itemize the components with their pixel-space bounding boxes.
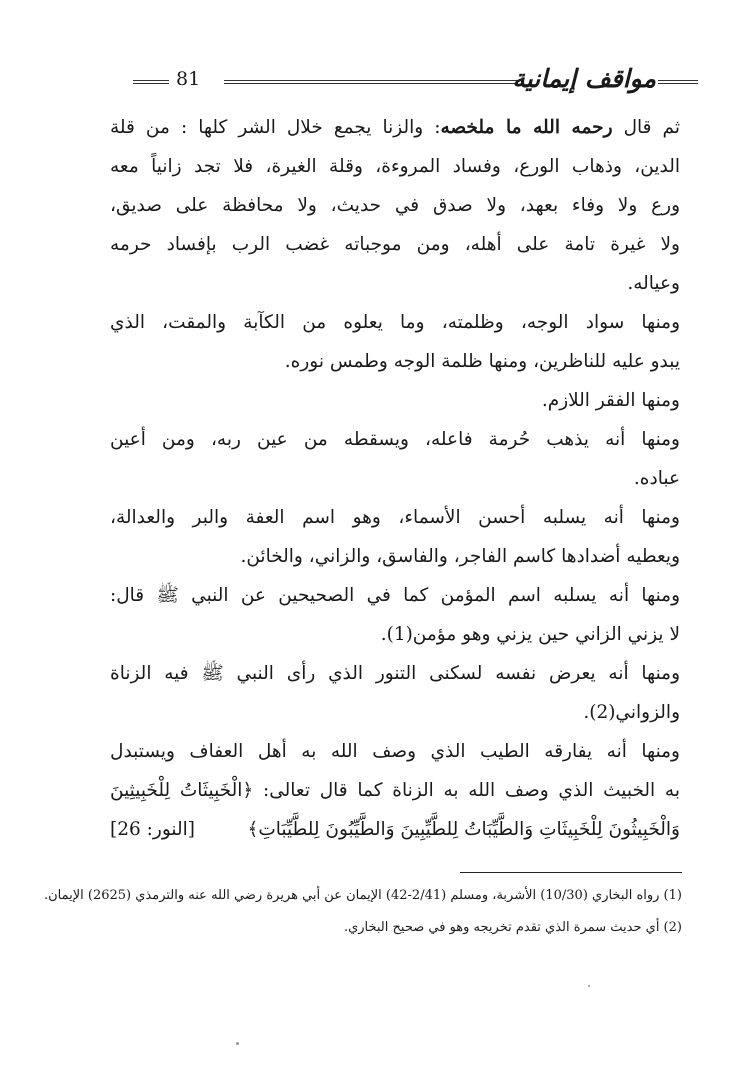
text-line: ويعطيه أضدادها كاسم الفاجر، والفاسق، والزاني، والخائن. [240, 546, 680, 567]
footnote: (2) أي حديث سمرة الذي تقدم تخريجه وهو في صحيح البخاري. [343, 920, 682, 935]
scan-speck [588, 985, 590, 987]
main-text [110, 108, 680, 849]
verse-text: وَالْخَبِيثُونَ لِلْخَبِيثَاتِ وَالطَّيِّبَاتُ لِلطَّيِّبِينَ وَالطَّيِّبُونَ لِلطَّيِّبَاتِ﴾ [247, 819, 680, 840]
running-title: مواقف إيمانية [512, 64, 656, 93]
header-rule-left [133, 80, 169, 84]
verse-line [110, 810, 680, 849]
text-line: ومنها سواد الوجه، وظلمته، وما يعلوه من الكآبة والمقت، الذي [110, 312, 680, 333]
text-line: ومنها أنه يسلبه اسم المؤمن كما في الصحيحين عن النبي ﷺ قال: [110, 585, 680, 606]
text-line: ومنها أنه يفارقه الطيب الذي وصف الله به أهل العفاف ويستبدل [110, 741, 680, 762]
text-line: ومنها أنه يسلبه أحسن الأسماء، وهو اسم العفة والبر والعدالة، [110, 507, 680, 528]
text-line: يبدو عليه للناظرين، ومنها ظلمة الوجه وطمس نوره. [284, 351, 680, 372]
text-line: والزواني(2). [583, 702, 680, 723]
text-line [110, 108, 680, 147]
page-number: 81 [176, 68, 201, 90]
footnotes [43, 880, 682, 944]
header-rule-right [658, 80, 698, 84]
footnote: (1) رواه البخاري (10/30) الأشربة، ومسلم (2/41-42) الإيمان عن أبي هريرة رضي الله عنه والترمذي (2625) الإيمان. [43, 888, 682, 903]
footnote-separator [460, 872, 682, 873]
text-line: ولا غيرة تامة على أهله، ومن موجباته غضب الرب بإفساد حرمه [110, 234, 680, 255]
text-line: وعياله. [627, 273, 680, 294]
text-line: ومنها الفقر اللازم. [541, 390, 680, 411]
scan-speck [236, 1042, 239, 1045]
line-text: ثم قال [612, 117, 680, 138]
line-text: : والزنا يجمع خلال الشر كلها : من قلة [110, 117, 441, 138]
header-rule-middle [224, 80, 518, 84]
text-line: عباده. [633, 468, 680, 489]
verse-reference: [النور: 26] [110, 819, 195, 840]
text-line: ومنها أنه يعرض نفسه لسكنى التنور الذي رأى النبي ﷺ فيه الزناة [110, 663, 680, 684]
text-line: ومنها أنه يذهب حُرمة فاعله، ويسقطه من عين ربه، ومن أعين [110, 429, 680, 450]
text-line: ورع ولا وفاء بعهد، ولا صدق في حديث، ولا محافظة على صديق، [110, 195, 680, 216]
text-line: الدين، وذهاب الورع، وفساد المروءة، وقلة الغيرة، فلا تجد زانياً معه [110, 156, 680, 177]
text-line: به الخبيث الذي وصف الله به الزناة كما قال تعالى: ﴿الْخَبِيثَاتُ لِلْخَبِيثِينَ [110, 780, 680, 801]
page-header [128, 62, 698, 102]
bold-phrase: رحمه الله ما ملخصه [440, 117, 613, 138]
text-line: لا يزني الزاني حين يزني وهو مؤمن(1). [380, 624, 680, 645]
